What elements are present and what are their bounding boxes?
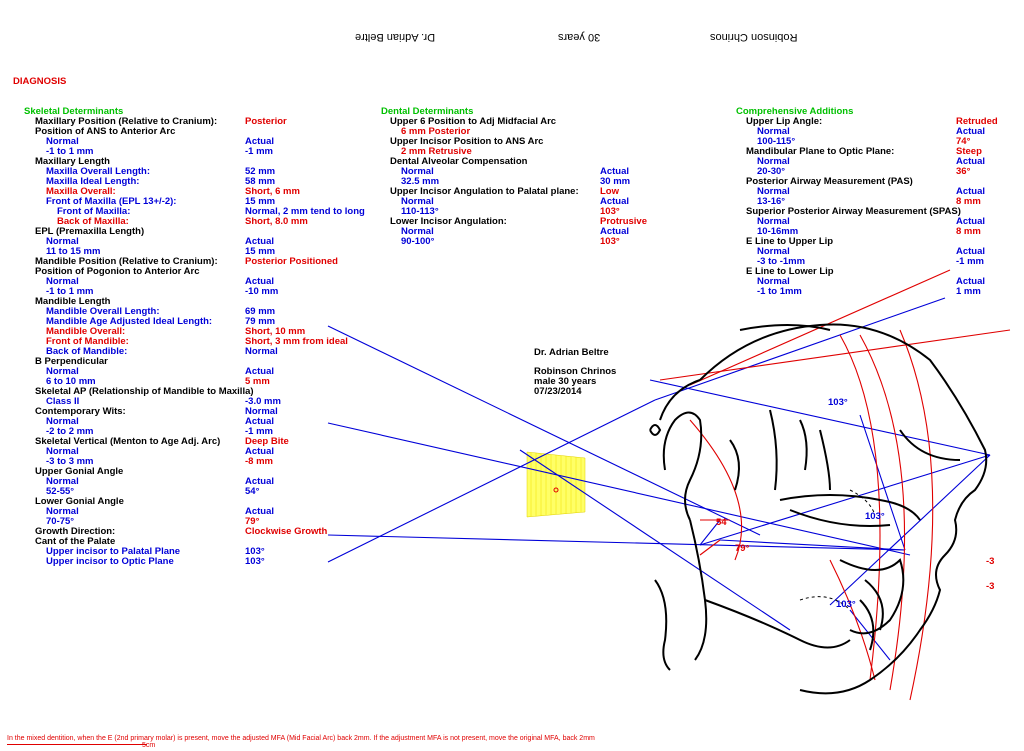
dental-label: 32.5 mm <box>401 176 440 187</box>
dental-value: 103° <box>600 206 620 217</box>
comprehensive-value: 1 mm <box>956 286 981 297</box>
skeletal-value: -10 mm <box>245 286 279 297</box>
skeletal-label: Mandible Overall: <box>46 326 126 337</box>
blue-lines <box>328 298 990 660</box>
comprehensive-value: 74° <box>956 136 971 147</box>
skeletal-value: -3.0 mm <box>245 396 281 407</box>
skeletal-value: 69 mm <box>245 306 276 317</box>
skeletal-label: Upper Gonial Angle <box>35 466 124 477</box>
skeletal-label: Maxilla Overall: <box>46 186 116 197</box>
skeletal-label: -1 to 1 mm <box>46 146 94 157</box>
comprehensive-label: Upper Lip Angle: <box>746 116 823 127</box>
dental-label: Normal <box>401 166 434 177</box>
skeletal-value: 15 mm <box>245 246 276 257</box>
header-patient: Robinson Chrinos <box>710 31 798 43</box>
skeletal-value: Short, 6 mm <box>245 186 300 197</box>
skeletal-value: 79 mm <box>245 316 276 327</box>
comprehensive-label: Superior Posterior Airway Measurement (SPAS) <box>746 206 961 217</box>
comprehensive-value: Actual <box>956 186 986 197</box>
comprehensive-label: Normal <box>757 216 790 227</box>
skeletal-label: Normal <box>46 276 79 287</box>
skeletal-value: Posterior Positioned <box>245 256 338 267</box>
skeletal-value: 103° <box>245 556 265 567</box>
skeletal-value: Normal <box>245 406 278 417</box>
dental-value: 30 mm <box>600 176 631 187</box>
skeletal-label: Upper incisor to Palatal Plane <box>46 546 181 557</box>
dental-heading: Dental Determinants <box>381 106 474 117</box>
skeletal-label: Maxilla Ideal Length: <box>46 176 140 187</box>
skeletal-value: Short, 10 mm <box>245 326 306 337</box>
skeletal-value: Short, 8.0 mm <box>245 216 308 227</box>
dental-label: 6 mm Posterior <box>401 126 471 137</box>
dental-value: Low <box>600 186 619 197</box>
skeletal-label: Upper incisor to Optic Plane <box>46 556 174 567</box>
skeletal-value: Posterior <box>245 116 287 127</box>
skeletal-label: Normal <box>46 366 79 377</box>
info-doctor: Dr. Adrian Beltre <box>534 347 609 358</box>
angle-label-79: 79° <box>735 543 750 554</box>
scale-label: 5cm <box>142 742 156 749</box>
skeletal-label: EPL (Premaxilla Length) <box>35 226 145 237</box>
skeletal-label: Normal <box>46 446 79 457</box>
skeletal-value: Actual <box>245 236 275 247</box>
skeletal-value: 79° <box>245 516 260 527</box>
skeletal-value: -8 mm <box>245 456 273 467</box>
skeletal-value: 15 mm <box>245 196 276 207</box>
skeletal-value: Actual <box>245 446 275 457</box>
skeletal-heading: Skeletal Determinants <box>24 106 124 117</box>
skeletal-label: Normal <box>46 416 79 427</box>
skeletal-label: Class II <box>46 396 80 407</box>
comprehensive-label: -3 to -1mm <box>757 256 806 267</box>
comprehensive-value: 36° <box>956 166 971 177</box>
skeletal-label: Mandible Position (Relative to Cranium): <box>35 256 218 267</box>
dental-label: Dental Alveolar Compensation <box>390 156 528 167</box>
skeletal-label: 6 to 10 mm <box>46 376 96 387</box>
comprehensive-label: E Line to Upper Lip <box>746 236 834 247</box>
skeletal-value: 5 mm <box>245 376 270 387</box>
skeletal-value: 58 mm <box>245 176 276 187</box>
dental-label: 110-113° <box>401 206 439 217</box>
angle-label-mid: 103° <box>865 511 885 522</box>
skeletal-value: -1 mm <box>245 146 273 157</box>
skeletal-value: Actual <box>245 416 275 427</box>
comprehensive-value: -1 mm <box>956 256 984 267</box>
skeletal-value: 52 mm <box>245 166 276 177</box>
skeletal-label: Cant of the Palate <box>35 536 116 547</box>
comprehensive-value: Actual <box>956 276 986 287</box>
dental-value: Actual <box>600 196 630 207</box>
skeletal-value: -1 mm <box>245 426 273 437</box>
skeletal-label: B Perpendicular <box>35 356 108 367</box>
skeletal-label: Front of Mandible: <box>46 336 129 347</box>
skeletal-label: Maxilla Overall Length: <box>46 166 150 177</box>
dental-label: Lower Incisor Angulation: <box>390 216 507 227</box>
skeletal-label: Position of ANS to Anterior Arc <box>35 126 176 137</box>
skeletal-label: Normal <box>46 236 79 247</box>
skeletal-value: Actual <box>245 476 275 487</box>
comprehensive-value: Actual <box>956 126 986 137</box>
angle-label-54: 54 <box>716 517 727 528</box>
skeletal-label: Front of Maxilla: <box>57 206 131 217</box>
comprehensive-value: Retruded <box>956 116 998 127</box>
header-doctor: Dr. Adrian Beltre <box>355 31 436 43</box>
skeletal-label: Lower Gonial Angle <box>35 496 124 507</box>
comprehensive-label: Normal <box>757 276 790 287</box>
skeletal-value: Actual <box>245 136 275 147</box>
comprehensive-value: Actual <box>956 156 986 167</box>
skeletal-label: Normal <box>46 136 79 147</box>
info-date: 07/23/2014 <box>534 386 582 397</box>
skeletal-value: Normal <box>245 346 278 357</box>
dental-value: 103° <box>600 236 620 247</box>
header-age: 30 years <box>558 31 601 43</box>
comprehensive-label: Normal <box>757 156 790 167</box>
skeletal-label: Normal <box>46 476 79 487</box>
skeletal-label: Contemporary Wits: <box>35 406 126 417</box>
comprehensive-label: 20-30° <box>757 166 786 177</box>
diagnosis-title: DIAGNOSIS <box>13 76 67 87</box>
skeletal-value: Actual <box>245 506 275 517</box>
comprehensive-value: Steep <box>956 146 982 157</box>
side-value-2: -3 <box>986 581 995 592</box>
comprehensive-label: 100-115° <box>757 136 796 147</box>
skeletal-value: Actual <box>245 276 275 287</box>
comprehensive-label: 13-16° <box>757 196 786 207</box>
dental-value: Actual <box>600 166 630 177</box>
comprehensive-value: Actual <box>956 216 986 227</box>
dental-label: Normal <box>401 196 434 207</box>
skeletal-label: Growth Direction: <box>35 526 116 537</box>
comprehensive-value: 8 mm <box>956 196 981 207</box>
skeletal-value: Short, 3 mm from ideal <box>245 336 348 347</box>
skeletal-label: -2 to 2 mm <box>46 426 94 437</box>
comprehensive-label: Normal <box>757 126 790 137</box>
scale-bar <box>7 744 147 745</box>
dental-label: Upper 6 Position to Adj Midfacial Arc <box>390 116 557 127</box>
skeletal-value: Clockwise Growth <box>245 526 328 537</box>
dental-label: Upper Incisor Position to ANS Arc <box>390 136 544 147</box>
skeletal-label: Maxillary Length <box>35 156 110 167</box>
comprehensive-value: 8 mm <box>956 226 981 237</box>
skeletal-label: Back of Maxilla: <box>57 216 129 227</box>
angle-label-low: 103° <box>836 599 856 610</box>
side-value-1: -3 <box>986 556 995 567</box>
skeletal-label: Back of Mandible: <box>46 346 128 357</box>
info-details: male 30 years <box>534 376 597 387</box>
comprehensive-label: E Line to Lower Lip <box>746 266 834 277</box>
comprehensive-label: Normal <box>757 186 790 197</box>
comprehensive-label: -1 to 1mm <box>757 286 802 297</box>
info-patient: Robinson Chrinos <box>534 366 617 377</box>
skeletal-label: 11 to 15 mm <box>46 246 101 257</box>
skeletal-label: Front of Maxilla (EPL 13+/-2): <box>46 196 177 207</box>
dental-label: 90-100° <box>401 236 435 247</box>
dental-value: Protrusive <box>600 216 647 227</box>
skeletal-label: -3 to 3 mm <box>46 456 94 467</box>
skeletal-value: Deep Bite <box>245 436 289 447</box>
skeletal-label: Mandible Overall Length: <box>46 306 160 317</box>
skeletal-label: Mandible Age Adjusted Ideal Length: <box>46 316 213 327</box>
comprehensive-label: Posterior Airway Measurement (PAS) <box>746 176 913 187</box>
skeletal-value: Normal, 2 mm tend to long <box>245 206 365 217</box>
dental-label: 2 mm Retrusive <box>401 146 472 157</box>
comprehensive-label: Mandibular Plane to Optic Plane: <box>746 146 895 157</box>
comprehensive-value: Actual <box>956 246 986 257</box>
skeletal-value: 54° <box>245 486 260 497</box>
skeletal-label: Skeletal Vertical (Menton to Age Adj. Arc) <box>35 436 221 447</box>
skeletal-label: 52-55° <box>46 486 75 497</box>
skeletal-label: 70-75° <box>46 516 75 527</box>
skeletal-label: -1 to 1 mm <box>46 286 94 297</box>
skeletal-value: Actual <box>245 366 275 377</box>
skeletal-label: Position of Pogonion to Anterior Arc <box>35 266 200 277</box>
skeletal-value: 103° <box>245 546 265 557</box>
skeletal-label: Normal <box>46 506 79 517</box>
skeletal-label: Mandible Length <box>35 296 111 307</box>
dental-label: Normal <box>401 226 434 237</box>
skeletal-label: Maxillary Position (Relative to Cranium): <box>35 116 218 127</box>
footer-note: In the mixed dentition, when the E (2nd primary molar) is present, move the adjusted MFA (Mid Facial Arc) back 2mm. If the adjustment MFA is not present, move the original MFA, back 2mm <box>7 735 595 742</box>
comprehensive-heading: Comprehensive Additions <box>736 106 854 117</box>
angle-label-top: 103° <box>828 397 848 408</box>
skeletal-label: Skeletal AP (Relationship of Mandible to Maxilla) <box>35 386 254 397</box>
dental-label: Upper Incisor Angulation to Palatal plane: <box>390 186 579 197</box>
comprehensive-label: 10-16mm <box>757 226 799 237</box>
dental-value: Actual <box>600 226 630 237</box>
comprehensive-label: Normal <box>757 246 790 257</box>
